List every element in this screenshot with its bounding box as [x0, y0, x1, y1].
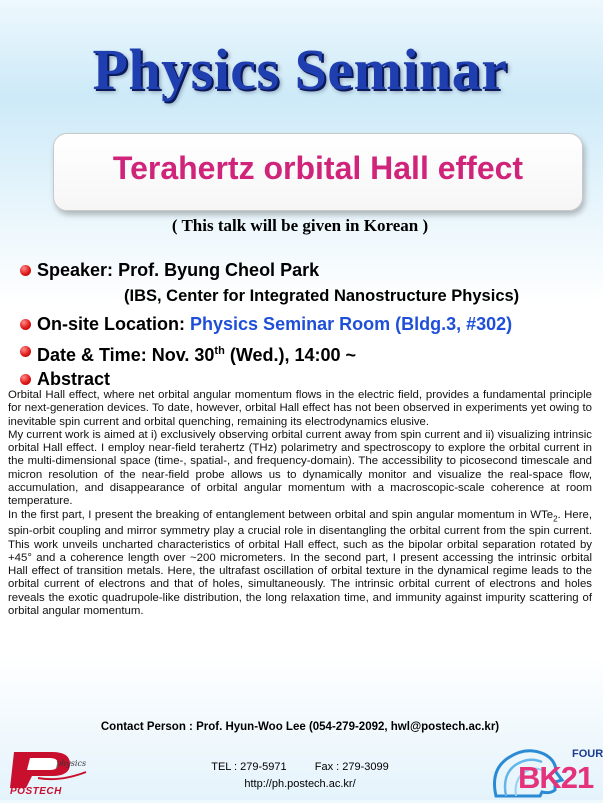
- talk-title: Terahertz orbital Hall effect: [112, 150, 524, 186]
- bk21-four-logo: [492, 746, 603, 798]
- bullet-icon: [20, 374, 31, 385]
- speaker-line: [37, 259, 319, 281]
- abstract-label: Abstract: [37, 369, 111, 389]
- bullet-icon: [20, 319, 31, 330]
- footer-tel: TEL : 279-5971: [211, 761, 287, 773]
- abstract-paragraph-1: Orbital Hall effect, where net orbital angular momentum flows in the electric field, provides a fundamental principle for next-generation devices. To date, however, orbital Hall effect has not been observed in experiments yet owing to inevitable spin current and orbital quenching, remaining its electrodynamics elusive.: [8, 389, 592, 428]
- abstract-p3-subscript: 2: [553, 513, 558, 523]
- contact-person: Contact Person : Prof. Hyun-Woo Lee (054-279-2092, hwl@postech.ac.kr): [100, 721, 500, 733]
- bk21-four-text: FOUR: [572, 748, 603, 760]
- datetime-line: [37, 340, 356, 366]
- location-label: On-site Location:: [37, 314, 185, 334]
- datetime-date-sup: th: [214, 345, 225, 357]
- seminar-header-title: Physics Seminar: [92, 37, 508, 102]
- abstract-body: [8, 389, 592, 618]
- footer-fax: Fax : 279-3099: [314, 761, 389, 773]
- abstract-p3-start: In the first part, I present the breaking of entanglement between orbital and spin angular momentum in WTe: [8, 508, 554, 521]
- speaker-label: Speaker:: [37, 260, 114, 280]
- bullet-icon: [20, 265, 31, 276]
- postech-logo-text: POSTECH: [10, 786, 62, 797]
- abstract-paragraph-3: [8, 509, 592, 619]
- datetime-label: Date & Time:: [37, 345, 147, 365]
- abstract-p3-end: . Here, spin-orbit coupling and mirror symmetry play a crucial role in disentangling the orbital current from the spin current. This work unveils uncharted characteristics of orbital Hall effect, such as the bipolar orbital separation rotated by +45° and a coherence length over ~200 micrometers. In the second part, I present accessing the intrinsic orbital Hall effect of transition metals. Here, the ultrafast oscillation of orbital texture in the dynamical regime leads to the orbital current of electrons and that of holes, simultaneously. The intrinsic orbital current of electrons and holes reveals the exotic quadrupole-like distribution, the long relaxation time, and immunity against impurity scattering of orbital angular momentum.: [8, 508, 593, 618]
- location-line: [37, 313, 512, 335]
- bullet-icon: [20, 346, 31, 357]
- footer-url[interactable]: http://ph.postech.ac.kr/: [244, 778, 356, 790]
- datetime-date: Nov. 30: [151, 345, 215, 365]
- talk-title-box: [53, 133, 583, 211]
- location-value: Physics Seminar Room (Bldg.3, #302): [190, 314, 513, 334]
- speaker-name: Prof. Byung Cheol Park: [118, 260, 320, 280]
- speaker-affiliation: (IBS, Center for Integrated Nanostructure Physics): [124, 287, 520, 305]
- bk21-main-text: BK21: [518, 760, 594, 795]
- postech-logo-sub: physics: [56, 759, 87, 768]
- postech-logo: [8, 748, 90, 798]
- datetime-time: (Wed.), 14:00 ~: [229, 345, 357, 365]
- abstract-paragraph-2: My current work is aimed at i) exclusively observing orbital current away from spin current and ii) visualizing intrinsic orbital Hall effect. I employ near-field terahertz (THz) polarimetry and spectroscopy to explore the orbital current in the multi-dimensional space (time-, spatial-, and frequency-domain). The accessibility to picosecond timescale and micron resolution of the near-field probe allows us to dynamically monitor and visualize the real-space flow, accumulation, and disappearance of orbital angular momentum with a macroscopic-scale coherence at room temperature.: [8, 428, 592, 508]
- language-note: ( This talk will be given in Korean ): [171, 216, 429, 235]
